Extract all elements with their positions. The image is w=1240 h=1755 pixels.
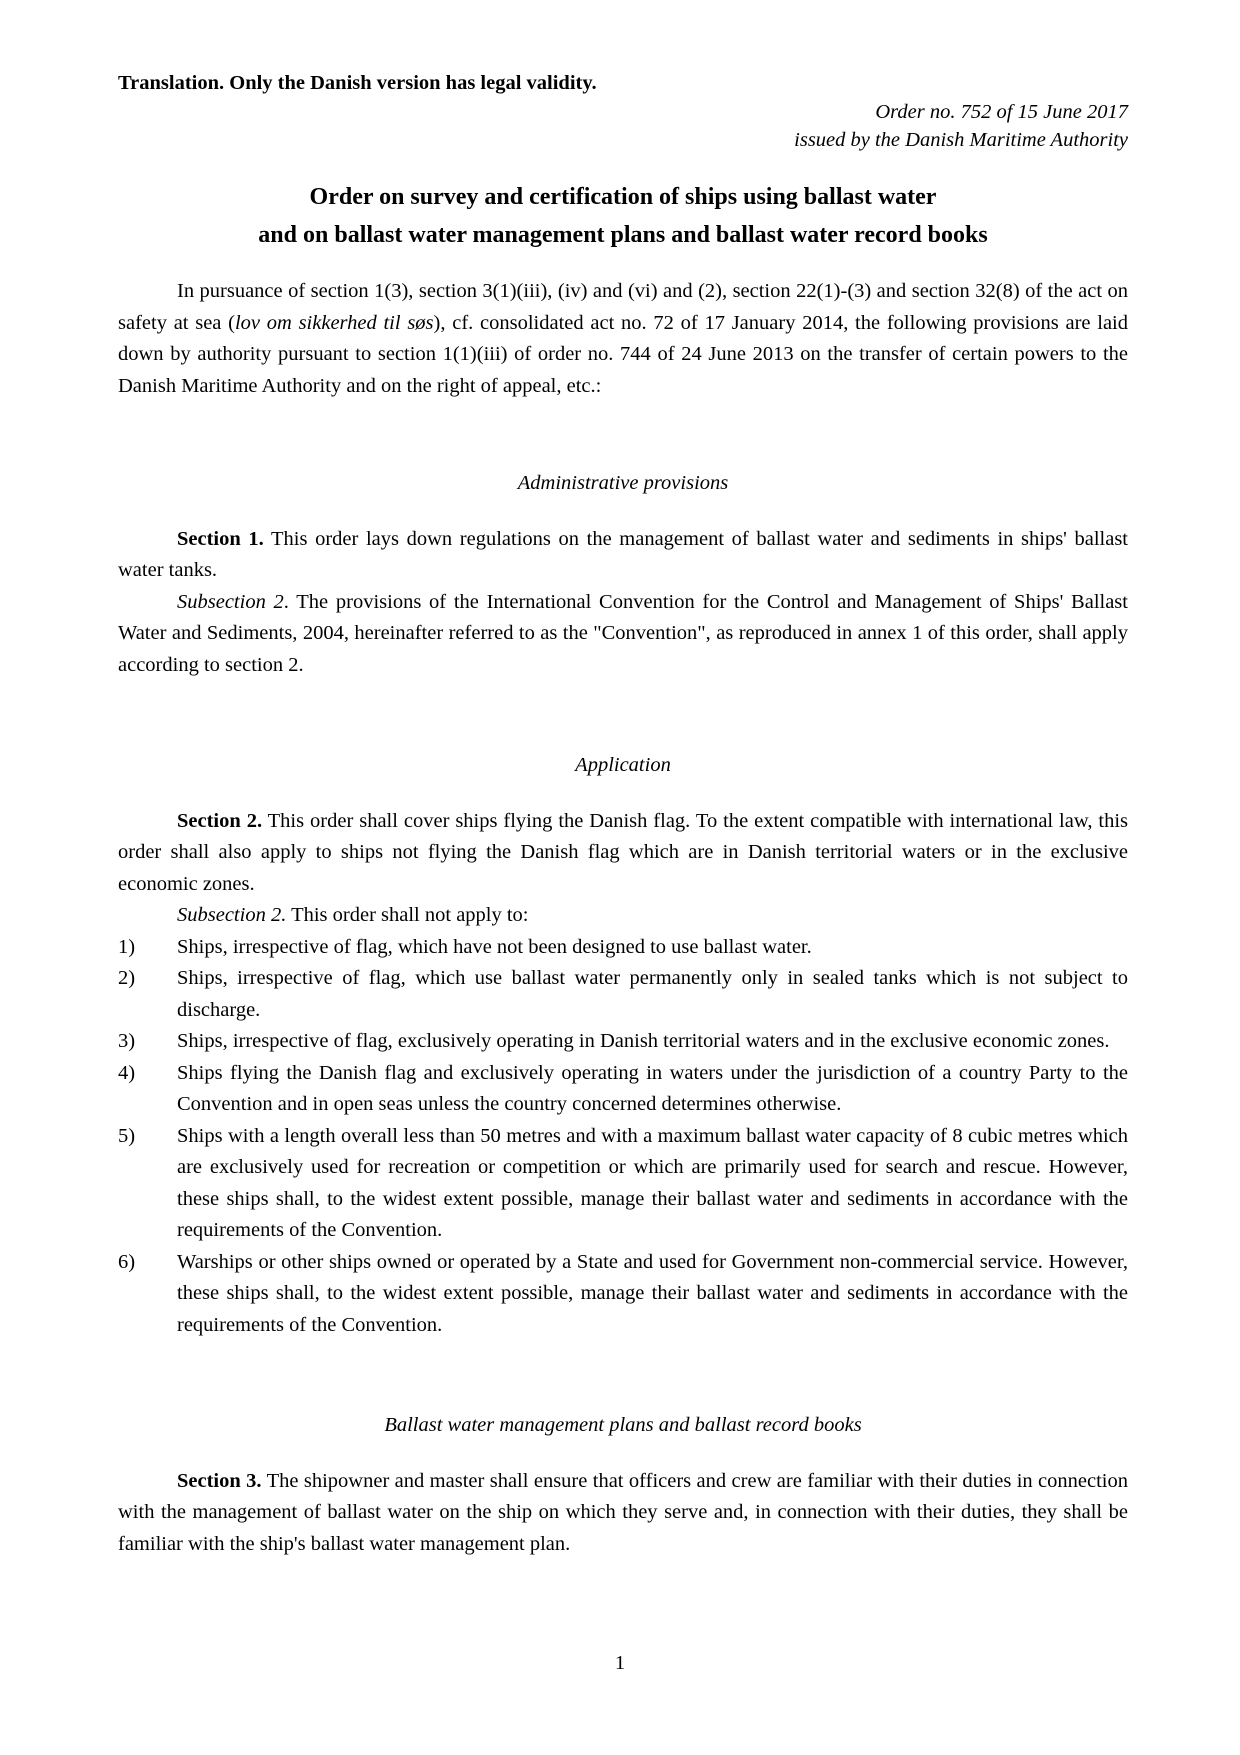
page-number: 1: [614, 1652, 626, 1674]
list-item: [118, 1058, 1128, 1121]
heading-administrative-provisions: Administrative provisions: [517, 472, 729, 494]
section-1-text: This order lays down regulations on the management of ballast water and sediments in ships' ballast water tanks.: [118, 527, 1128, 581]
section-3-paragraph: [118, 1466, 1128, 1561]
list-item-number: 1): [118, 935, 136, 958]
list-item: [118, 963, 1128, 1026]
list-item: [118, 1121, 1128, 1247]
section-2-subsection-2-label: Subsection 2.: [177, 904, 287, 926]
list-item-text: Ships, irrespective of flag, which have not been designed to use ballast water.: [177, 935, 812, 958]
list-item-number: 5): [118, 1124, 136, 1147]
title-line-2: and on ballast water management plans and ballast water record books: [258, 222, 988, 248]
section-1-subsection-2-label: Subsection 2: [177, 590, 284, 613]
document-title: [118, 178, 1128, 254]
heading-ballast-water-management: Ballast water management plans and ballast record books: [384, 1414, 862, 1436]
section-3-label: Section 3.: [177, 1469, 262, 1492]
section-1-subsection-2-text: . The provisions of the International Convention for the Control and Management of Ships' Ballast Water and Sediments, 2004, hereinafter referred to as the "Convention", as reproduced in annex 1 of this order, shall apply according to section 2.: [118, 590, 1128, 676]
preamble-text-2: ), cf. consolidated act no. 72 of 17 January 2014, the following provisions are laid down by authority pursuant to section 1(1)(iii) of order no. 744 of 24 June 2013 on the transfer of certain powers to the Danish Maritime Authority and on the right of appeal, etc.:: [118, 311, 1128, 397]
order-reference: [118, 98, 1128, 154]
section-1-subsection-2: [118, 587, 1128, 682]
list-item-number: 3): [118, 1030, 136, 1052]
list-item-number: 2): [118, 967, 136, 989]
order-issuer: issued by the Danish Maritime Authority: [794, 129, 1128, 151]
list-item: [118, 932, 1128, 964]
list-item-text: Ships, irrespective of flag, which use ballast water permanently only in sealed tanks which is not subject to discharge.: [177, 967, 1128, 1021]
title-line-1: Order on survey and certification of ships using ballast water: [309, 184, 937, 210]
section-1-paragraph: [118, 524, 1128, 587]
section-2-subsection-2: [118, 900, 1128, 932]
list-item-text: Warships or other ships owned or operated by a State and used for Government non-commercial service. However, these ships shall, to the widest extent possible, manage their ballast water and sediments in accordance with the requirements of the Convention.: [177, 1250, 1128, 1336]
document-page: [118, 70, 1128, 1560]
section-2-text: This order shall cover ships flying the Danish flag. To the extent compatible with international law, this order shall also apply to ships not flying the Danish flag which are in Danish territorial waters or in the exclusive economic zones.: [118, 809, 1129, 895]
exemptions-list: [118, 932, 1128, 1342]
list-item-text: Ships flying the Danish flag and exclusively operating in waters under the jurisdiction of a country Party to the Convention and in open seas unless the country concerned determines otherwise.: [177, 1061, 1128, 1115]
section-2-subsection-2-text: This order shall not apply to:: [286, 904, 529, 926]
section-1-label: Section 1.: [177, 527, 264, 550]
preamble-paragraph: [118, 276, 1128, 402]
section-2-label: Section 2.: [177, 809, 263, 832]
list-item: [118, 1026, 1128, 1058]
list-item-text: Ships with a length overall less than 50 metres and with a maximum ballast water capacity of 8 cubic metres which are exclusively used for recreation or competition or which are primarily used for search and rescue. However, these ships shall, to the widest extent possible, manage their ballast water and sediments in accordance with the requirements of the Convention.: [177, 1124, 1128, 1241]
list-item-number: 4): [118, 1061, 136, 1084]
order-number: Order no. 752 of 15 June 2017: [875, 101, 1128, 123]
list-item-text: Ships, irrespective of flag, exclusively operating in Danish territorial waters and in the exclusive economic zones.: [177, 1030, 1110, 1052]
section-2-paragraph: [118, 806, 1128, 901]
heading-application: Application: [575, 754, 671, 776]
list-item: [118, 1247, 1128, 1342]
section-3-text: The shipowner and master shall ensure that officers and crew are familiar with their duties in connection with the management of ballast water on the ship on which they serve and, in connection with their duties, they shall be familiar with the ship's ballast water management plan.: [118, 1469, 1128, 1555]
preamble-text-1: In pursuance of section 1(3), section 3(1)(iii), (iv) and (vi) and (2), section 22(1)-(3) and section 32(8) of the act on safety at sea (: [118, 280, 1128, 334]
preamble-act-name: lov om sikkerhed til søs: [234, 311, 434, 334]
list-item-number: 6): [118, 1250, 136, 1273]
translation-notice: Translation. Only the Danish version has legal validity.: [118, 72, 597, 94]
